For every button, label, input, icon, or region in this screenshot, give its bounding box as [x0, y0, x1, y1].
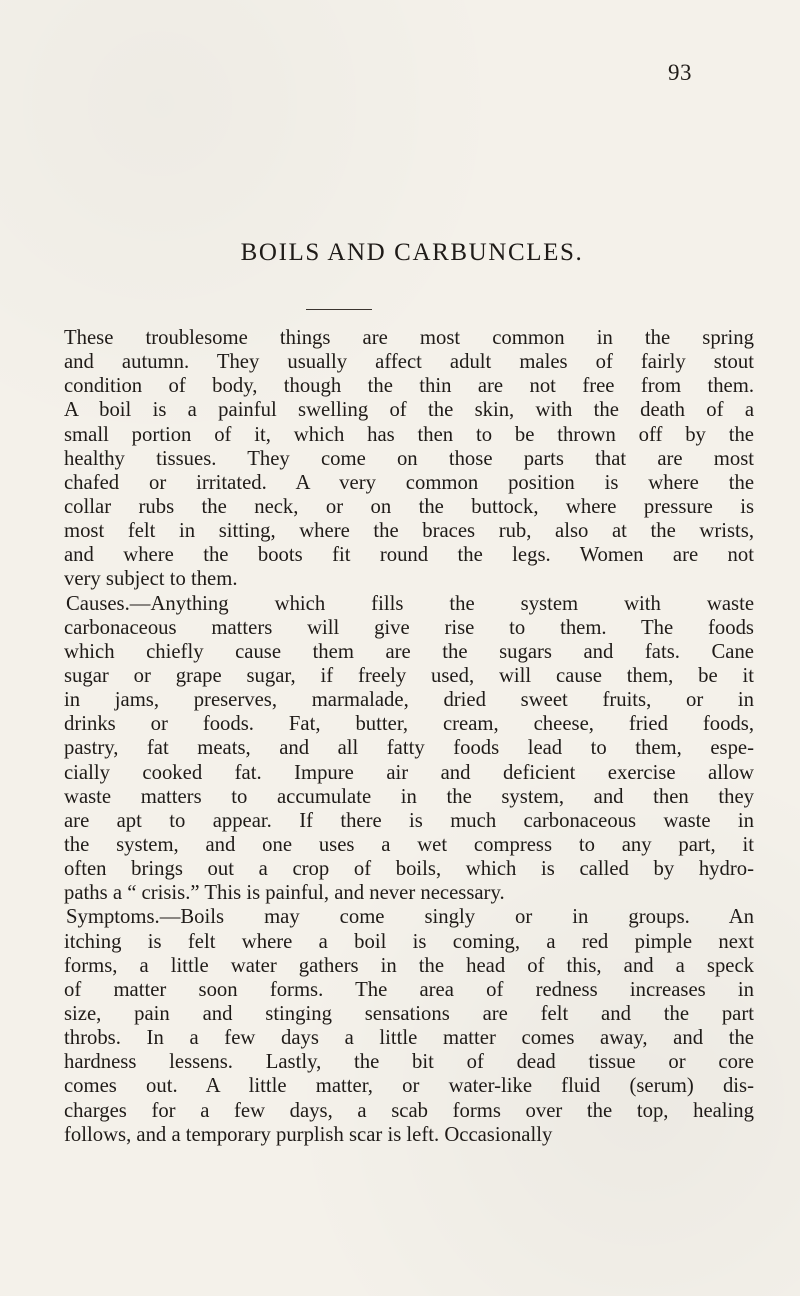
text-line: small portion of it, which has then to be thrown off by the — [64, 423, 754, 446]
text-line: chafed or irritated. A very common position is where the — [64, 471, 754, 494]
text-line: comes out. A little matter, or water-like fluid (serum) dis- — [64, 1075, 754, 1098]
chapter-title: BOILS AND CARBUNCLES. — [240, 239, 584, 266]
text-line: condition of body, though the thin are not free from them. — [64, 375, 754, 398]
text-line: itching is felt where a boil is coming, a red pimple next — [64, 930, 754, 953]
text-line: size, pain and stinging sensations are felt and the part — [64, 1002, 754, 1025]
text-line: charges for a few days, a scab forms over the top, healing — [64, 1099, 754, 1122]
text-line: drinks or foods. Fat, butter, cream, cheese, fried foods, — [64, 713, 754, 736]
text-line: forms, a little water gathers in the head of this, and a speck — [64, 954, 754, 977]
text-line: collar rubs the neck, or on the buttock, where pressure is — [64, 495, 754, 518]
text-line: the system, and one uses a wet compress to any part, it — [64, 833, 754, 856]
section-line-causes: Causes.—Anything which fills the system with waste — [66, 592, 754, 615]
text-line: throbs. In a few days a little matter comes away, and the — [64, 1027, 754, 1050]
text-line: and autumn. They usually affect adult males of fairly stout — [64, 351, 754, 374]
text-line: sugar or grape sugar, if freely used, will cause them, be it — [64, 664, 754, 687]
text-line: are apt to appear. If there is much carbonaceous waste in — [64, 809, 754, 832]
text-line: hardness lessens. Lastly, the bit of dead tissue or core — [64, 1051, 754, 1074]
text-line: paths a “ crisis.” This is painful, and never necessary. — [64, 882, 505, 905]
page-number: 93 — [668, 60, 692, 85]
body-text — [64, 326, 754, 1147]
section-line-symptoms: Symptoms.—Boils may come singly or in groups. An — [66, 906, 754, 929]
text-line: waste matters to accumulate in the system, and then they — [64, 785, 754, 808]
text-line: healthy tissues. They come on those parts that are most — [64, 447, 754, 470]
text-line: pastry, fat meats, and all fatty foods lead to them, espe- — [64, 737, 754, 760]
text-line: cially cooked fat. Impure air and deficient exercise allow — [64, 761, 754, 784]
text-line: and where the boots fit round the legs. Women are not — [64, 544, 754, 567]
text-line: follows, and a temporary purplish scar is left. Occasionally — [64, 1123, 553, 1146]
text-line: which chiefly cause them are the sugars and fats. Cane — [64, 640, 754, 663]
text-line: of matter soon forms. The area of redness increases in — [64, 978, 754, 1001]
title-rule — [306, 309, 372, 310]
text-line: These troublesome things are most common in the spring — [64, 327, 754, 349]
text-line: often brings out a crop of boils, which is called by hydro- — [64, 858, 754, 881]
text-line: in jams, preserves, marmalade, dried sweet fruits, or in — [64, 689, 754, 712]
text-line: most felt in sitting, where the braces rub, also at the wrists, — [64, 520, 754, 543]
text-line: A boil is a painful swelling of the skin, with the death of a — [64, 399, 754, 422]
text-line: carbonaceous matters will give rise to them. The foods — [64, 616, 754, 639]
text-line: very subject to them. — [64, 568, 238, 591]
